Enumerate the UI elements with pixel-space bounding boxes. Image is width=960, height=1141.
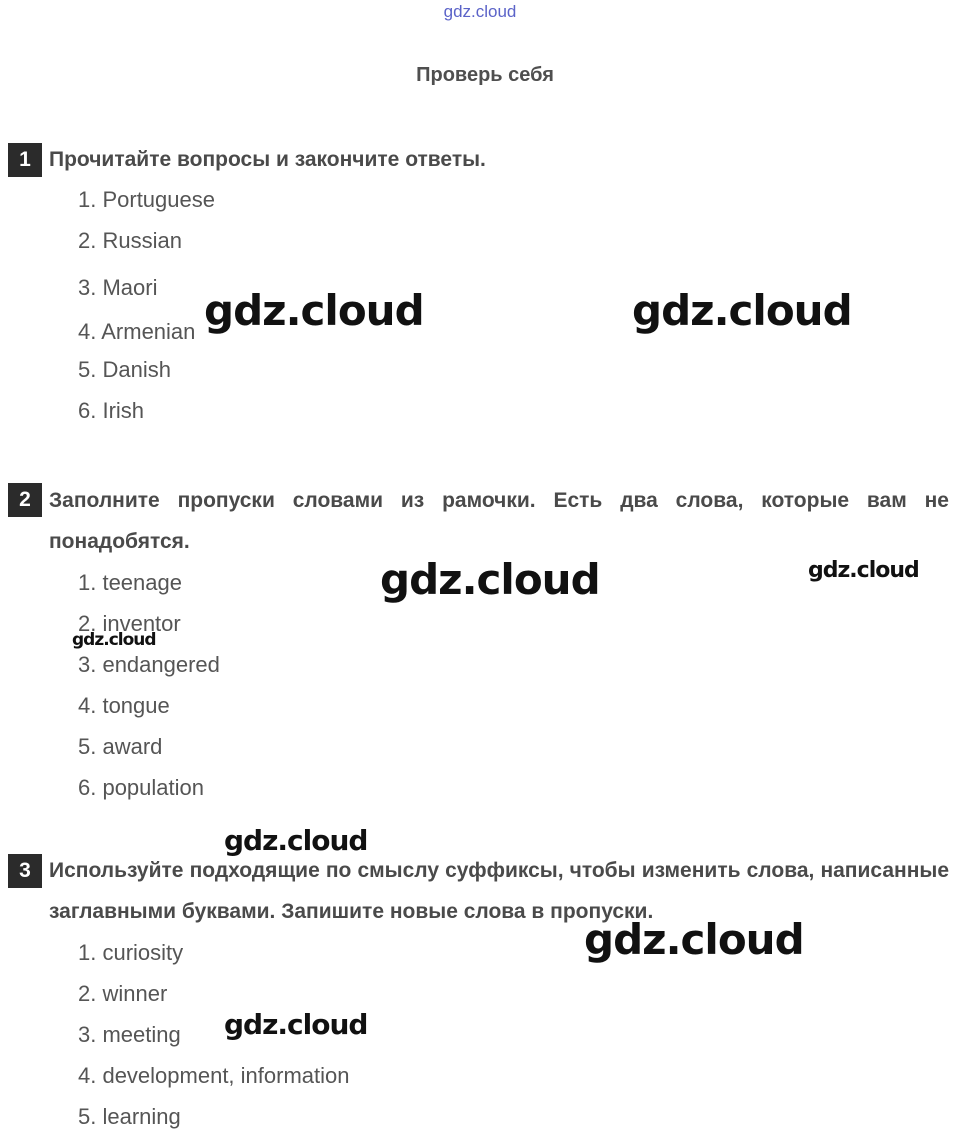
watermark-text: gdz.cloud — [584, 915, 804, 964]
answer-item: 2. winner — [78, 981, 168, 1006]
answer-list — [78, 562, 220, 808]
answer-item: 4. tongue — [78, 693, 170, 718]
answer-item: 6. Irish — [78, 398, 145, 423]
answer-item: 1. curiosity — [78, 940, 184, 965]
answer-item: 3. meeting — [78, 1022, 181, 1047]
exercise-number-badge: 2 — [8, 483, 42, 517]
answer-item: 1. teenage — [78, 570, 182, 595]
site-watermark-link[interactable]: gdz.cloud — [443, 2, 517, 21]
exercise-instruction: Заполните пропуски словами из рамочки. Есть два слова, которые вам не понадобятся. — [49, 489, 949, 553]
answer-item: 5. learning — [78, 1104, 181, 1129]
exercise-instruction: Используйте подходящие по смыслу суффиксы, чтобы изменить слова, написанные заглавными буквами. Запишите новые слова в пропуски. — [49, 859, 949, 923]
watermark-text: gdz.cloud — [72, 630, 156, 650]
answer-item: 1. Portuguese — [78, 187, 215, 212]
answer-item: 3. endangered — [78, 652, 220, 677]
watermark-text: gdz.cloud — [224, 824, 368, 857]
answer-item: 2. inventor — [78, 611, 181, 636]
watermark-text: gdz.cloud — [204, 286, 424, 335]
answer-item: 6. population — [78, 775, 204, 800]
answer-item: 4. Armenian — [78, 319, 196, 344]
answer-list — [78, 179, 215, 431]
watermark-text: gdz.cloud — [808, 558, 919, 583]
exercise-number-badge: 3 — [8, 854, 42, 888]
watermark-text: gdz.cloud — [632, 286, 852, 335]
page-title: Проверь себя — [416, 64, 554, 86]
watermark-text: gdz.cloud — [224, 1008, 368, 1041]
exercise-number-badge: 1 — [8, 143, 42, 177]
answer-item: 4. development, information — [78, 1063, 350, 1088]
answer-item: 5. award — [78, 734, 163, 759]
exercise-instruction: Прочитайте вопросы и закончите ответы. — [49, 148, 486, 171]
answer-item: 3. Maori — [78, 275, 158, 300]
watermark-text: gdz.cloud — [380, 555, 600, 604]
answer-item: 2. Russian — [78, 228, 182, 253]
answer-item: 5. Danish — [78, 357, 171, 382]
